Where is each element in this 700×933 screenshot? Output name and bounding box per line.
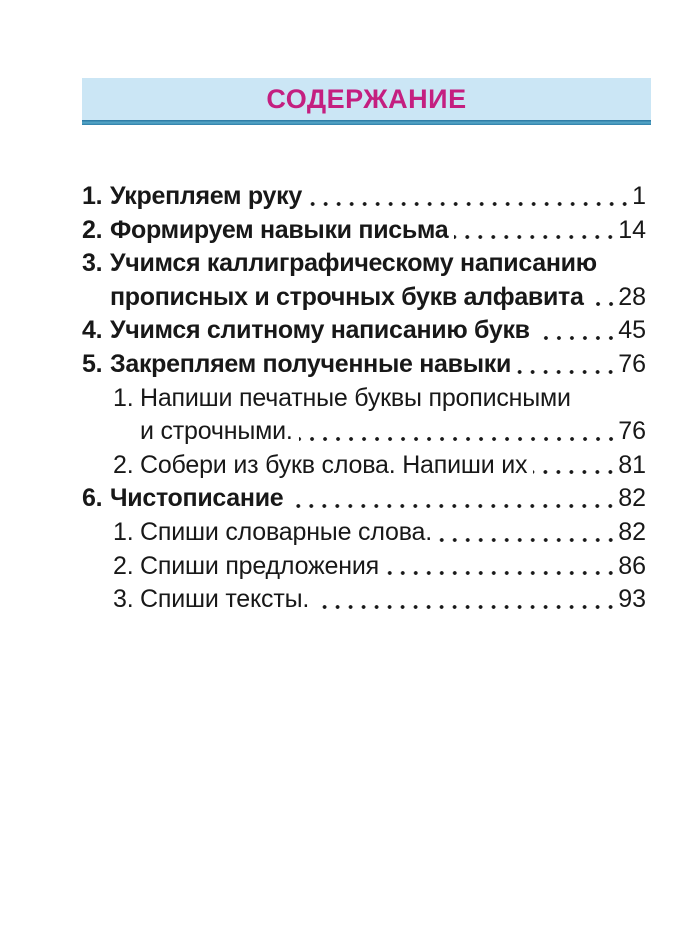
toc-page-number: 82 [618,484,646,513]
toc-item-label: Собери из букв слова. Напиши их [140,450,528,479]
toc-line [82,247,646,281]
toc-line [82,314,646,348]
toc-page-number: 45 [618,316,646,345]
toc-line [82,180,646,214]
toc-item-number [82,281,110,315]
toc-item-label: Закрепляем полученные навыки [110,349,512,378]
toc-leader-dots [536,314,618,348]
toc-item [82,382,646,449]
toc-item [82,583,646,617]
toc-item-number: 1. [82,182,103,210]
toc-item-label: Напиши печатные буквы прописными [140,383,571,412]
toc-page-number: 76 [618,417,646,446]
toc-item [82,314,646,348]
toc-line [82,281,646,315]
toc-page-number: 76 [618,349,646,378]
toc-item [82,180,646,214]
toc-line [82,382,646,416]
toc-item [82,348,646,382]
toc-leader-dots [438,516,618,550]
toc-item-number: 6. [82,484,103,513]
toc-line [82,583,646,617]
toc-item-number: 2. [113,450,134,479]
toc-leader-dots [590,281,619,315]
toc-page-number: 14 [618,215,646,244]
table-of-contents [82,180,646,617]
toc-item [82,516,646,550]
toc-page-number: 93 [618,585,646,614]
toc-item-number: 4. [82,316,103,345]
toc-page-number: 82 [618,517,646,546]
toc-item-label: и строчными. [140,417,293,446]
toc-line [82,415,646,449]
toc-item [82,482,646,516]
toc-item-label: Учимся слитному написанию букв [110,316,530,345]
toc-leader-dots [308,180,632,214]
toc-item-label: Чистописание [110,484,284,513]
toc-item-number: 5. [82,349,103,378]
toc-item-label: Спиши тексты. [140,585,310,614]
toc-page-number: 81 [618,450,646,479]
toc-leader-dots [385,550,618,584]
toc-item-label: прописных и строчных букв алфавита [110,282,584,311]
header-underline [82,120,651,125]
toc-page-number: 86 [618,551,646,580]
toc-item-number: 1. [113,517,134,546]
toc-item [82,214,646,248]
toc-line [82,516,646,550]
toc-item-number [113,415,140,449]
toc-line [82,482,646,516]
toc-item-label: Укрепляем руку [110,182,302,210]
toc-line [82,214,646,248]
toc-item-number: 2. [113,551,134,580]
toc-item [82,449,646,483]
toc-page-number: 1 [632,182,646,210]
toc-line [82,348,646,382]
toc-item [82,247,646,314]
toc-item-label: Спиши предложения [140,551,379,580]
toc-leader-dots [454,214,618,248]
toc-item-number: 2. [82,215,103,244]
toc-item-number: 3. [82,249,103,278]
toc-item [82,550,646,584]
toc-line [82,550,646,584]
toc-item-number: 3. [113,585,134,614]
toc-line [82,449,646,483]
toc-leader-dots [517,348,618,382]
toc-leader-dots [533,449,618,483]
toc-leader-dots [299,415,619,449]
toc-item-number: 1. [113,383,134,412]
contents-header-bar [82,78,651,120]
toc-item-label: Формируем навыки письма [110,215,449,244]
toc-item-label: Спиши словарные слова. [140,517,432,546]
toc-leader-dots [315,583,618,617]
toc-leader-dots [289,482,618,516]
toc-item-label: Учимся каллиграфическому написанию [110,249,597,278]
toc-page-number: 28 [618,282,646,311]
page-title: СОДЕРЖАНИЕ [266,84,467,114]
